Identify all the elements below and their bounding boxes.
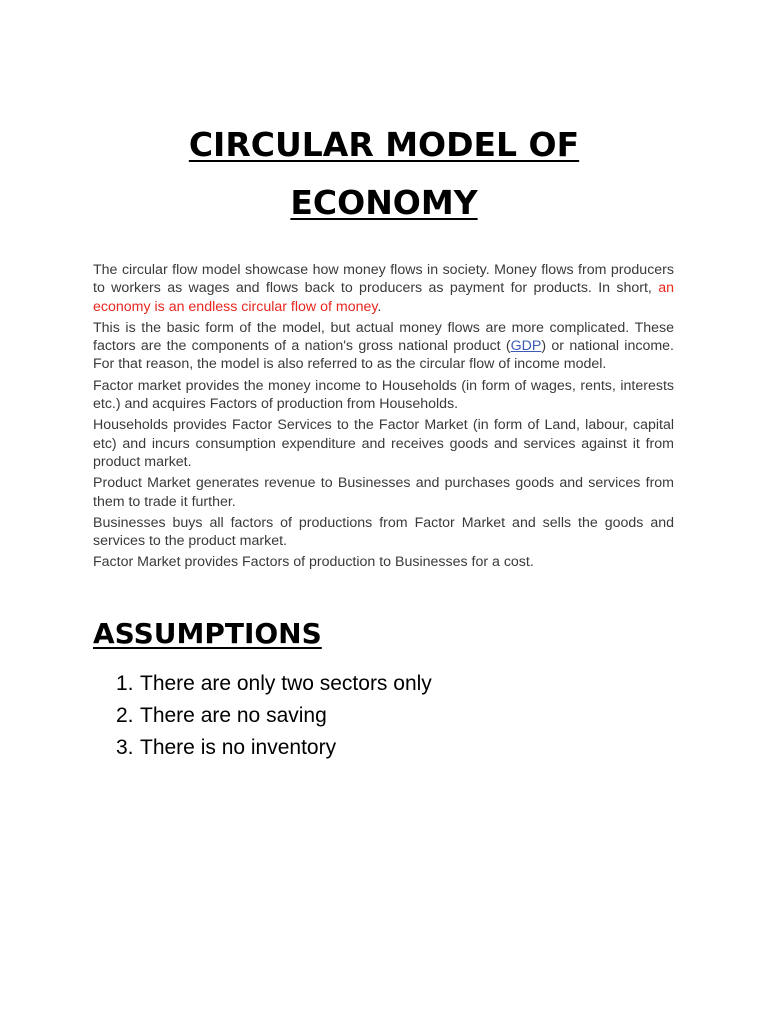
body-text [93,261,674,575]
list-item-text: There are no saving [140,704,327,727]
paragraph-gdp [93,319,674,374]
page-title-line-1: CIRCULAR MODEL OF [188,125,580,164]
list-item-text: There are only two sectors only [140,672,432,695]
list-item-number: 3. [116,736,134,759]
list-item [116,732,432,764]
paragraph-gdp-text-start: This is the basic form of the model, but actual money flows are more complicated. These factors are the components of a nation's gross national product ( [93,319,674,355]
paragraph-factor-market: Factor market provides the money income to Households (in form of wages, rents, interests etc.) and acquires Factors of production from Households. [93,377,674,413]
paragraph-factor-cost: Factor Market provides Factors of production to Businesses for a cost. [93,554,534,571]
paragraph-households: Households provides Factor Services to the Factor Market (in form of Land, labour, capital etc) and incurs consumption expenditure and receives goods and services against it from product market. [93,417,674,470]
paragraph-businesses: Businesses buys all factors of productions from Factor Market and sells the goods and services to the product market. [93,514,674,550]
paragraph-gdp-text-end: ) or national income. For that reason, the model is also referred to as the circular flow of income model. [93,338,674,373]
list-item-text: There is no inventory [140,736,337,759]
list-item-number: 1. [116,672,134,695]
assumptions-list [116,668,432,764]
paragraph-product-market: Product Market generates revenue to Businesses and purchases goods and services from them to trade it further. [93,475,674,510]
gdp-link[interactable]: GDP [510,338,542,355]
assumptions-heading: ASSUMPTIONS [93,617,322,650]
list-item [116,700,432,732]
paragraph-intro [93,261,674,316]
paragraph-intro-end: . [377,298,382,315]
page-title-line-2: ECONOMY [290,183,478,222]
highlighted-phrase: an economy is an endless circular flow of money [93,280,674,315]
list-item-number: 2. [116,704,134,727]
list-item [116,668,432,700]
paragraph-intro-text: The circular flow model showcase how money flows in society. Money flows from producers to workers as wages and flows back to producers as payment for products. In short, [93,262,674,297]
